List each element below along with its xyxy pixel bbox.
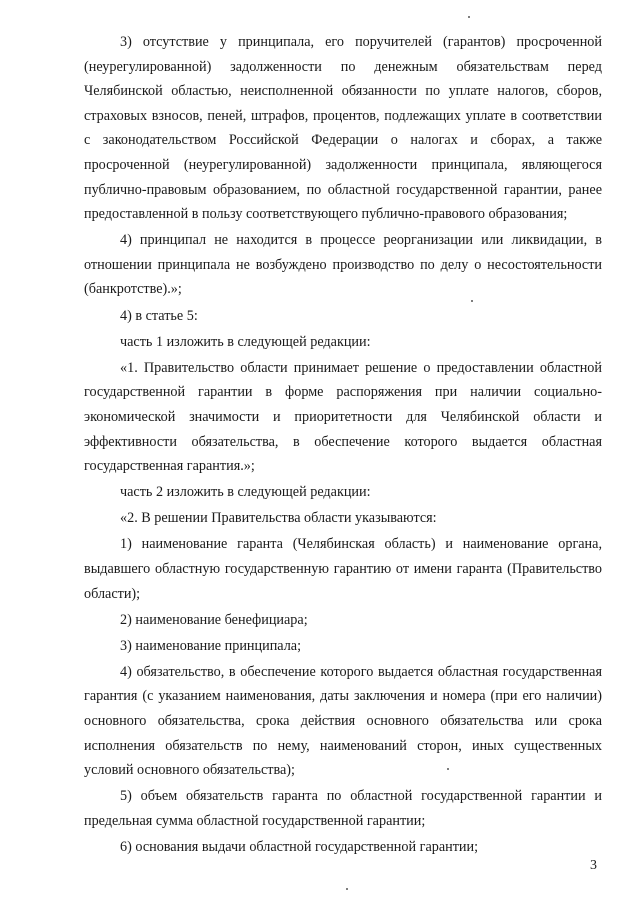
list-item-guarantor: 1) наименование гаранта (Челябинская область) и наименование органа, выдавшего областную государственную гарантию от имени гаранта (Правительство области); [84, 536, 602, 602]
scan-speck [447, 768, 449, 770]
paragraph-part-1-heading: часть 1 изложить в следующей редакции: [120, 333, 371, 350]
list-item-obligation: 4) обязательство, в обеспечение которого выдается областная государственная гарантия (с указанием наименования, даты заключения и номера (при его наличии) основного обязательства, срока действия основного обязательства или срока исполнения обязательств по нему, наименований сторон, иных существенных условий основного обязательства); [84, 663, 602, 779]
list-item-principal: 3) наименование принципала; [120, 637, 302, 654]
list-item-issuance-grounds: 6) основания выдачи областной государственной гарантии; [120, 839, 479, 855]
scan-speck [468, 16, 470, 18]
paragraph-part-2-heading: часть 2 изложить в следующей редакции: [120, 484, 371, 501]
paragraph-item-3-guarantors-debt: 3) отсутствие у принципала, его поручителей (гарантов) просроченной (неурегулированной) задолженности по денежным обязательствам перед Челябинской областью, неисполненной обязанности по уплате налогов, сборов, страховых взносов, пеней, штрафов, процентов, подлежащих уплате в соответствии с законодательством Российской Федерации о налогах и сборах, а также просроченной (неурегулированной) задолженности принципала, являющегося публично-правовым образованием, по областной государственной гарантии, ранее предоставленной в пользу соответствующего публично-правового образования; [84, 34, 602, 223]
paragraph-article-5: 4) в статье 5: [120, 307, 198, 324]
list-item-guarantee-amount: 5) объем обязательств гаранта по областной государственной гарантии и предельная сумма областной государственной гарантии; [84, 788, 602, 829]
page-number: 3 [590, 858, 597, 873]
paragraph-part-2-intro: «2. В решении Правительства области указываются: [120, 510, 437, 527]
scan-speck [471, 300, 473, 302]
document-body [84, 30, 602, 861]
list-item-beneficiary: 2) наименование бенефициара; [120, 611, 308, 628]
scan-speck [346, 888, 348, 890]
paragraph-item-4-reorganization: 4) принципал не находится в процессе реорганизации или ликвидации, в отношении принципала не возбуждено производство по делу о несостоятельности (банкротстве).»; [84, 232, 602, 298]
paragraph-part-1-text: «1. Правительство области принимает решение о предоставлении областной государственной гарантии в форме распоряжения при наличии социально-экономической значимости и приоритетности для Челябинской области и эффективности обязательства, в обеспечение которого выдается областная государственная гарантия.»; [84, 359, 602, 475]
